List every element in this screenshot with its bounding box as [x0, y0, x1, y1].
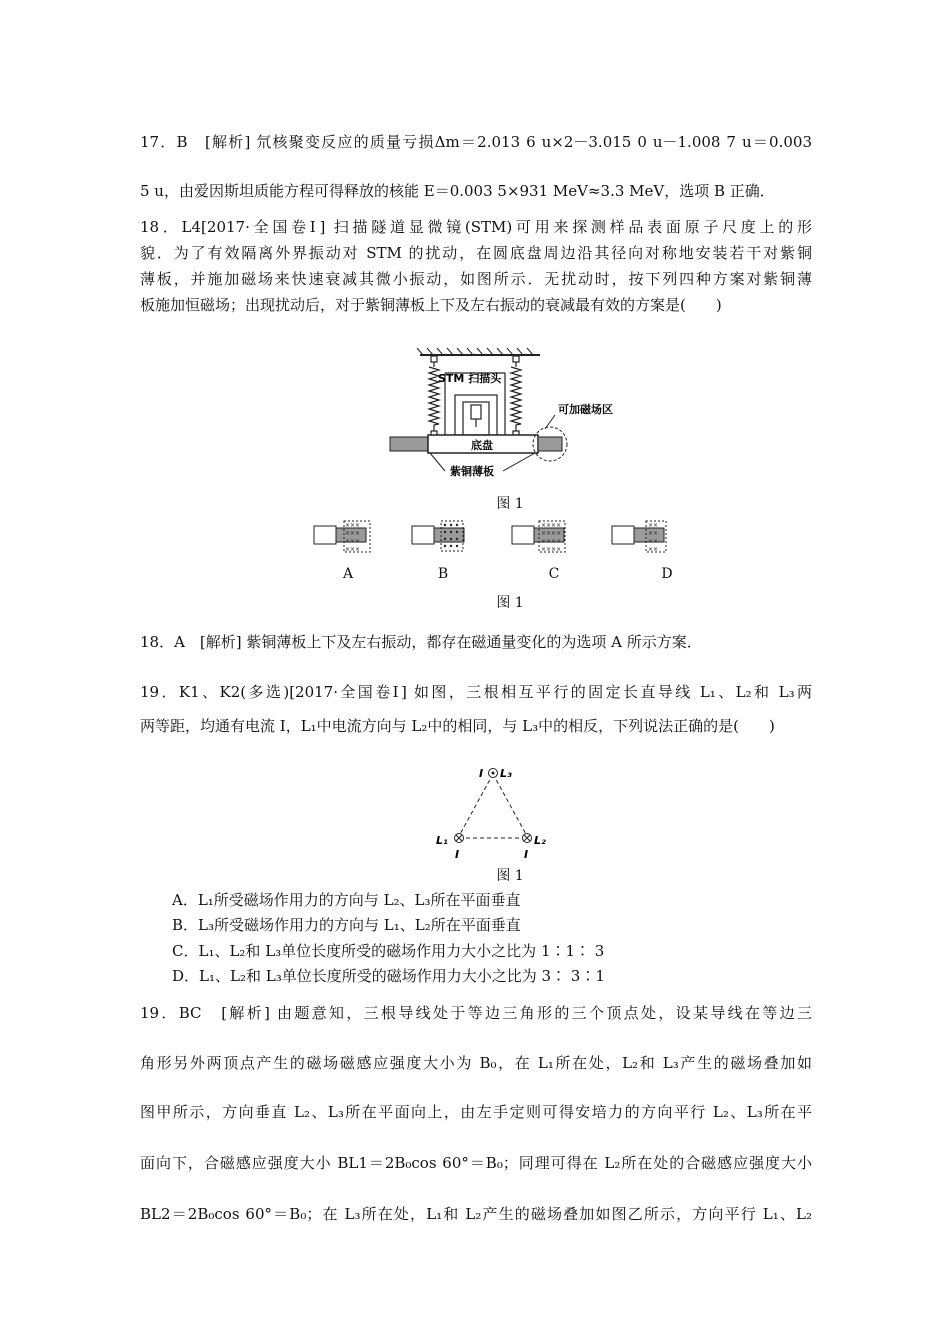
q19-answer-line-3: 图甲所示，方向垂直 L₂、L₃所在平面向上，由左手定则可得安培力的方向平行 L₂、L₃所在平 [140, 1103, 812, 1121]
svg-text:××××: ×××× [541, 546, 562, 553]
wires-triangle-figure [428, 762, 558, 862]
figure-1-triangle-caption: 图 1 [496, 868, 524, 884]
left-wire-label: L₁ [436, 834, 448, 847]
q19-option-b: B．L₃所受磁场作用力的方向与 L₁、L₂所在平面垂直 [172, 916, 521, 934]
q18-line-1: 18．L4[2017·全国卷Ⅰ] 扫描隧道显微镜(STM)可用来探测样品表面原子尺度上的形 [140, 218, 812, 236]
right-wire-label: L₂ [534, 834, 546, 847]
magnetic-zone-label: 可加磁场区 [558, 403, 613, 416]
option-a-figure [312, 518, 380, 554]
q19-option-c: C．L₁、L₂和 L₃单位长度所受的磁场作用力大小之比为 1∶1∶ 3 [172, 942, 605, 960]
q19-answer-line-1: 19．BC [解析] 由题意知，三根导线处于等边三角形的三个顶点处，设某导线在等边三 [140, 1004, 812, 1022]
q18-line-4: 板施加恒磁场；出现扰动后，对于紫铜薄板上下及左右振动的衰减最有效的方案是( ) [140, 296, 722, 314]
q19-answer-line-4: 面向下，合磁感应强度大小 BL1＝2B₀cos 60°＝B₀；同理可得在 L₂所在处的合磁感应强度大小 [140, 1154, 812, 1172]
svg-text:××: ×× [648, 530, 659, 537]
svg-text:×××: ××× [345, 522, 361, 529]
copper-plate-label: 紫铜薄板 [450, 465, 494, 478]
svg-text:××××: ×××× [541, 530, 562, 537]
svg-text:×××: ××× [345, 546, 361, 553]
option-c-figure [510, 518, 578, 554]
svg-text:××: ×× [648, 522, 659, 529]
right-current-label: I [524, 848, 529, 861]
q18-line-3: 薄板，并施加磁场来快速衰减其微小振动，如图所示．无扰动时，按下列四种方案对紫铜薄 [140, 270, 812, 288]
option-b-label: B [437, 566, 449, 582]
top-wire-label: L₃ [500, 767, 512, 780]
svg-text:×××: ××× [345, 538, 361, 545]
svg-text:××: ×× [648, 538, 659, 545]
top-current-label: I [479, 767, 484, 780]
q19-option-d: D．L₁、L₂和 L₃单位长度所受的磁场作用力大小之比为 3∶ 3∶1 [172, 967, 605, 985]
svg-text:××: ×× [648, 546, 659, 553]
option-d-figure [610, 518, 678, 554]
q19-line-2: 两等距，均通有电流 I，L₁中电流方向与 L₂中的相同，与 L₃中的相反，下列说法正确的是( ) [140, 717, 775, 735]
q19-answer-line-2: 角形另外两顶点产生的磁场磁感应强度大小为 B₀，在 L₁所在处，L₂和 L₃产生的磁场叠加如 [140, 1054, 812, 1072]
svg-text:××××: ×××× [541, 522, 562, 529]
svg-text:×××: ××× [345, 530, 361, 537]
q18-line-2: 貌．为了有效隔离外界振动对 STM 的扰动，在圆底盘周边沿其径向对称地安装若干对紫铜 [140, 244, 812, 262]
option-d-label: D [661, 566, 673, 582]
option-a-label: A [342, 566, 354, 582]
q19-answer-line-5: BL2＝2B₀cos 60°＝B₀；在 L₃所在处，L₁和 L₂产生的磁场叠加如图乙所示，方向平行 L₁、L₂ [140, 1205, 812, 1223]
figure-1b-caption: 图 1 [496, 595, 524, 611]
q18-answer-line-1: 18．A [解析] 紫铜薄板上下及左右振动，都存在磁通量变化的为选项 A 所示方案． [140, 633, 702, 651]
option-c-label: C [548, 566, 560, 582]
left-current-label: I [455, 848, 460, 861]
q17-answer-line-1: 17．B [解析] 氘核聚变反应的质量亏损Δm＝2.013 6 u×2－3.015 0 u－1.008 7 u＝0.003 [140, 133, 812, 151]
q19-line-1: 19．K1、K2(多选)[2017·全国卷Ⅰ] 如图，三根相互平行的固定长直导线 L₁、L₂和 L₃两 [140, 683, 812, 701]
q19-option-a: A．L₁所受磁场作用力的方向与 L₂、L₃所在平面垂直 [172, 891, 521, 909]
figure-1-caption: 图 1 [496, 496, 524, 512]
option-b-figure [410, 518, 478, 554]
stm-figure [385, 345, 613, 485]
base-label: 底盘 [471, 439, 493, 452]
stm-head-label: STM 扫描头 [438, 372, 502, 385]
svg-text:××××: ×××× [541, 538, 562, 545]
q17-answer-line-2: 5 u，由爱因斯坦质能方程可得释放的核能 E＝0.003 5×931 MeV≈3.3 MeV，选项 B 正确． [140, 182, 775, 200]
